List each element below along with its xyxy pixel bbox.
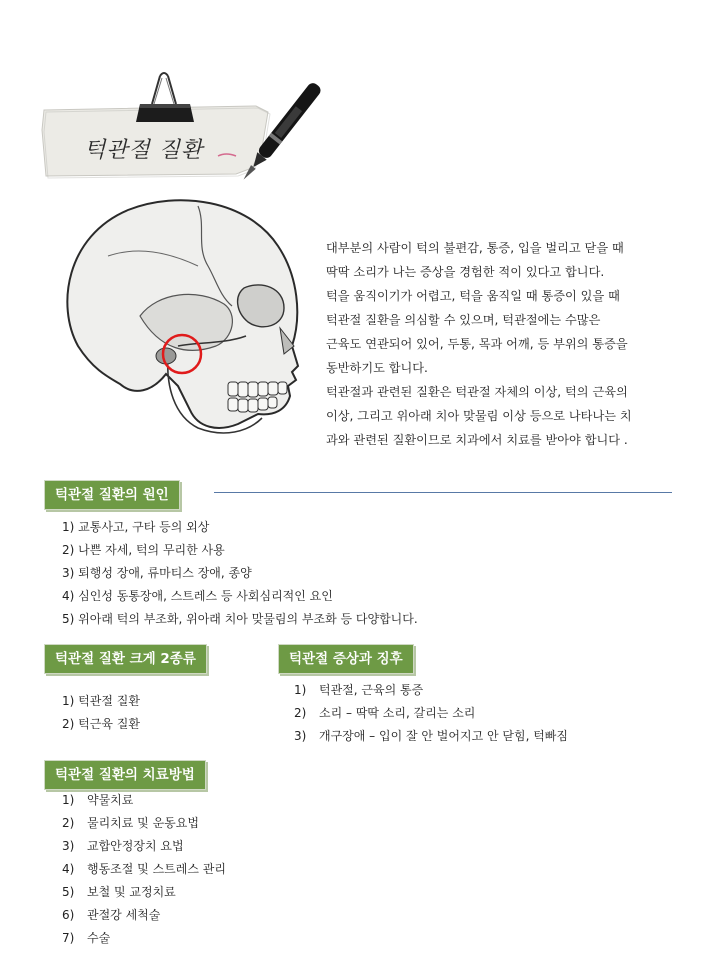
list-text: 물리치료 및 운동요법 <box>87 816 199 830</box>
symptoms-list <box>294 679 568 748</box>
intro-line: 턱을 움직이기가 어렵고, 턱을 움직일 때 통증이 있을 때 <box>326 289 620 303</box>
treatment-section-title: 턱관절 질환의 치료방법 <box>44 760 206 790</box>
list-number: 2) <box>62 816 75 830</box>
list-item <box>62 904 226 927</box>
treatment-list <box>62 789 226 950</box>
list-number: 4) <box>62 862 75 876</box>
list-number: 2) <box>294 706 307 720</box>
list-item: 1) 턱관절 질환 <box>62 694 140 708</box>
cause-section-title: 턱관절 질환의 원인 <box>44 480 180 510</box>
intro-line: 근육도 연관되어 있어, 두통, 목과 어깨, 등 부위의 통증을 <box>326 337 628 351</box>
intro-line: 과와 관련된 질환이므로 치과에서 치료를 받아야 합니다 . <box>326 433 628 447</box>
list-item: 3) 퇴행성 장애, 류마티스 장애, 종양 <box>62 566 252 580</box>
binder-clip-icon <box>136 73 194 122</box>
skull-illustration <box>48 196 308 458</box>
intro-paragraph <box>326 236 676 452</box>
list-item <box>62 927 226 950</box>
section-divider <box>214 492 672 493</box>
list-item <box>294 679 568 702</box>
list-number: 3) <box>62 839 75 853</box>
symptoms-section-title: 턱관절 증상과 징후 <box>278 644 414 674</box>
list-text: 소리 – 딱딱 소리, 갈리는 소리 <box>319 706 476 720</box>
list-text: 보철 및 교정치료 <box>87 885 176 899</box>
list-item: 1) 교통사고, 구타 등의 외상 <box>62 520 210 534</box>
list-item: 5) 위아래 턱의 부조화, 위아래 치아 맞물림의 부조화 등 다양합니다. <box>62 612 418 626</box>
list-item <box>62 789 226 812</box>
list-item <box>62 858 226 881</box>
types-section-title: 턱관절 질환 크게 2종류 <box>44 644 207 674</box>
list-item <box>294 702 568 725</box>
list-number: 6) <box>62 908 75 922</box>
intro-line: 대부분의 사람이 턱의 불편감, 통증, 입을 벌리고 닫을 때 <box>326 241 624 255</box>
intro-line: 턱관절과 관련된 질환은 턱관절 자체의 이상, 턱의 근육의 <box>326 385 628 399</box>
list-number: 7) <box>62 931 75 945</box>
list-number: 5) <box>62 885 75 899</box>
cause-list <box>62 516 418 631</box>
list-text: 개구장애 – 입이 잘 안 벌어지고 안 닫힘, 턱빠짐 <box>319 729 568 743</box>
list-item: 2) 턱근육 질환 <box>62 717 140 731</box>
list-number: 1) <box>294 683 307 697</box>
list-item: 2) 나쁜 자세, 턱의 무리한 사용 <box>62 543 225 557</box>
intro-line: 동반하기도 합니다. <box>326 361 428 375</box>
types-list <box>62 690 140 736</box>
intro-line: 턱관절 질환을 의심할 수 있으며, 턱관절에는 수많은 <box>326 313 601 327</box>
list-text: 교합안정장치 요법 <box>87 839 184 853</box>
list-text: 관절강 세척술 <box>87 908 161 922</box>
list-text: 수술 <box>87 931 111 945</box>
intro-line: 딱딱 소리가 나는 증상을 경험한 적이 있다고 합니다. <box>326 265 605 279</box>
list-number: 1) <box>62 793 75 807</box>
list-text: 행동조절 및 스트레스 관리 <box>87 862 226 876</box>
list-item: 4) 심인성 동통장애, 스트레스 등 사회심리적인 요인 <box>62 589 333 603</box>
list-item <box>62 881 226 904</box>
title-card <box>36 70 356 190</box>
list-item <box>62 835 226 858</box>
page-title: 턱관절 질환 <box>84 138 204 163</box>
list-item <box>62 812 226 835</box>
list-text: 턱관절, 근육의 통증 <box>319 683 424 697</box>
list-item <box>294 725 568 748</box>
list-text: 약물치료 <box>87 793 134 807</box>
list-number: 3) <box>294 729 307 743</box>
intro-line: 이상, 그리고 위아래 치아 맞물림 이상 등으로 나타나는 치 <box>326 409 632 423</box>
